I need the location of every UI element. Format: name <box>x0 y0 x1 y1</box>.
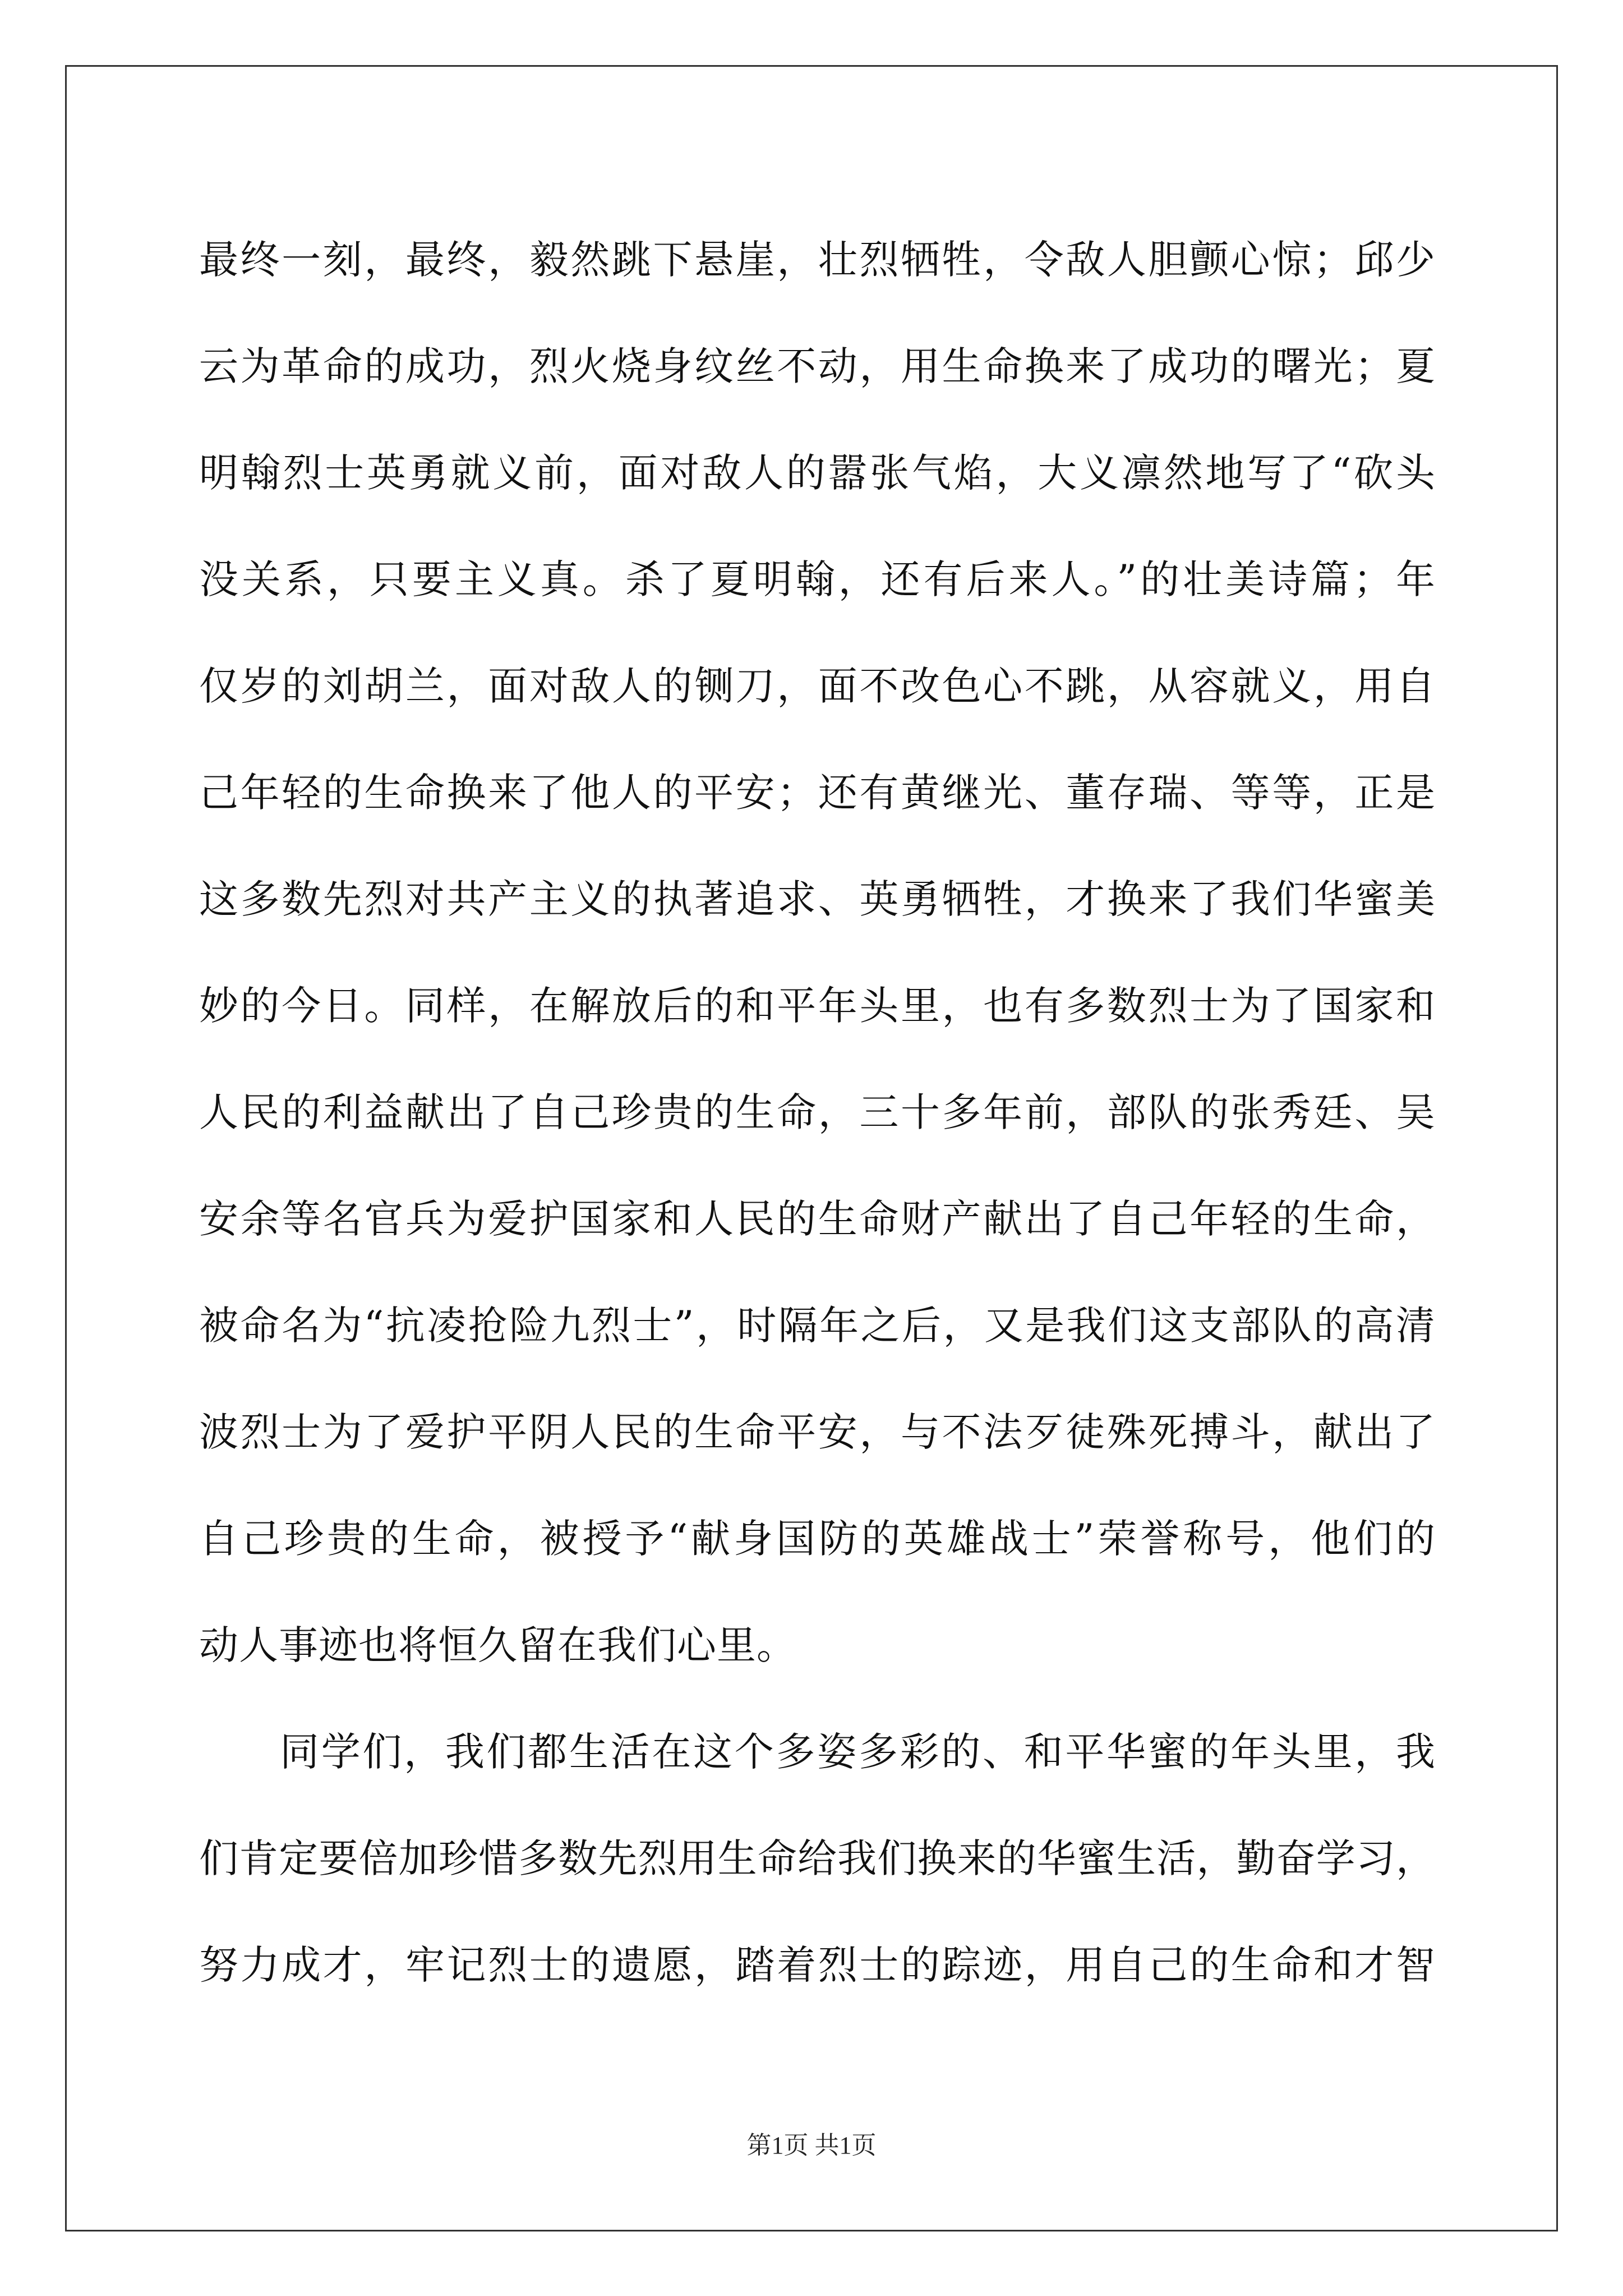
text-line: 努力成才，牢记烈士的遗愿，踏着烈士的踪迹，用自己的生命和才智 <box>199 1942 1436 1988</box>
text-line: 最终一刻，最终，毅然跳下悬崖，壮烈牺牲，令敌人胆颤心惊；邱少 <box>199 237 1436 283</box>
text-line: 己年轻的生命换来了他人的平安；还有黄继光、董存瑞、等等，正是 <box>199 770 1436 816</box>
text-line: 自己珍贵的生命，被授予“献身国防的英雄战士”荣誉称号，他们的 <box>199 1516 1436 1562</box>
text-line: 没关系，只要主义真。杀了夏明翰，还有后来人。”的壮美诗篇；年 <box>199 556 1436 602</box>
text-line: 人民的利益献出了自己珍贵的生命，三十多年前，部队的张秀廷、吴 <box>199 1089 1436 1135</box>
page-number: 第1页 共1页 <box>746 2132 877 2159</box>
text-line: 妙的今日。同样，在解放后的和平年头里，也有多数烈士为了国家和 <box>199 983 1436 1029</box>
text-line: 们肯定要倍加珍惜多数先烈用生命给我们换来的华蜜生活，勤奋学习， <box>199 1835 1436 1881</box>
text-line: 被命名为“抗凌抢险九烈士”，时隔年之后，又是我们这支部队的高清 <box>199 1303 1436 1349</box>
paragraph-first-line: 同学们，我们都生活在这个多姿多彩的、和平华蜜的年头里，我 <box>280 1729 1436 1775</box>
text-line: 波烈士为了爱护平阴人民的生命平安，与不法歹徒殊死搏斗，献出了 <box>199 1409 1436 1455</box>
text-line: 动人事迹也将恒久留在我们心里。 <box>199 1622 796 1668</box>
text-line: 安余等名官兵为爱护国家和人民的生命财产献出了自己年轻的生命， <box>199 1196 1436 1242</box>
text-line: 明翰烈士英勇就义前，面对敌人的嚣张气焰，大义凛然地写了“砍头 <box>199 450 1436 496</box>
document-body <box>199 206 1436 2018</box>
text-line: 仅岁的刘胡兰，面对敌人的铡刀，面不改色心不跳，从容就义，用自 <box>199 663 1436 709</box>
text-line: 这多数先烈对共产主义的执著追求、英勇牺牲，才换来了我们华蜜美 <box>199 876 1436 922</box>
text-line: 云为革命的成功，烈火烧身纹丝不动，用生命换来了成功的曙光；夏 <box>199 343 1436 389</box>
